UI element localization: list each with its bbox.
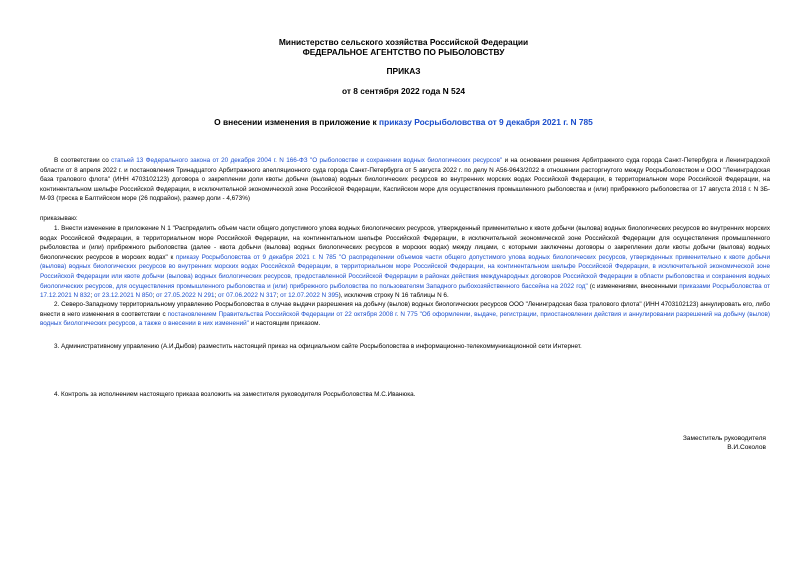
- item-1-text: (с изменениями, внесенными: [587, 282, 680, 290]
- preamble-law-link[interactable]: статьей 13 Федерального закона от 20 декабря 2004 г. N 166-ФЗ "О рыболовстве и сохранении водных биологических ресурсов": [111, 157, 503, 164]
- title-text: О внесении изменения в приложение к: [214, 117, 380, 127]
- item-2-paragraph: [40, 300, 770, 329]
- item-3-paragraph: 3. Административному управлению (А.И.Дыбов) разместить настоящий приказ на официальном сайте Росрыболовства в информационно-телекоммуникационной сети Интернет.: [54, 343, 582, 350]
- separator-text: ;: [152, 292, 157, 300]
- orders-label: приказываю:: [40, 215, 78, 222]
- agency-name: ФЕДЕРАЛЬНОЕ АГЕНТСТВО ПО РЫБОЛОВСТВУ: [302, 47, 505, 57]
- separator-text: ;: [90, 292, 94, 300]
- signature-position: Заместитель руководителя: [682, 435, 766, 442]
- separator-text: ;: [276, 292, 281, 300]
- amendment-link[interactable]: от 12.07.2022 N 395: [280, 292, 339, 300]
- item-2-text: 2. Северо-Западному территориальному управлению Росрыболовства в случае выдачи разрешения на добычу (вылов) водных биологических ресурсов ООО "Ленинградская база тралового флота" (ИНН 4703102123) аннулировать его, либо внести в него изменения в соответствии с: [40, 301, 770, 318]
- item-4-paragraph: 4. Контроль за исполнением настоящего приказа возложить на заместителя руководителя Росрыболовства М.С.Иванюка.: [54, 391, 416, 398]
- amendment-link[interactable]: от 27.05.2022 N 291: [156, 292, 215, 300]
- preamble-text: и на основании решения Арбитражного суда города Санкт-Петербурга и Ленинградской области от 8 апреля 2022 г. и постановления Тринадцатого Арбитражного апелляционного суда города Санкт-Петербурга от 5 августа 2022 г. по делу N А56-9643/2022 в отношении расторгнутого между Росрыболовством и ООО "Ленинградская база траловогo флота" (ИНН 4703102123) договора о закреплении доли квоты добычи (вылова) водных биологических ресурсов во внутренних морских водах Российской Федерации, в территориальном море Российской Федерации, на континентальном шельфе Российской Федерации, в исключительной экономической зоне Российской Федерации, Каспийском море для осуществления промышленного рыболовства и (или) прибрежного рыболовства от 17 августа 2018 г. N 3Б-М-93 (треска в Балтийском море (26 подрайон), размер доли - 4,673%): [40, 157, 770, 203]
- item-1-order-link[interactable]: приказу Росрыболовства от 9 декабря 2021 г. N 785 "О распределении объемов части общего допустимого улова водных биологических ресурсов, утвержденных применительно к квоте добычи (вылова) водных биологических ресурсов во внутренних морских водах Российской Федерации, в территориальном море Российской Федерации, на континентальном шельфе Российской Федерации, в исключительной экономической зоне Российской Федерации или квоте добычи (вылова) водных биологических ресурсов, предоставленной Российской Федерации в районах действия международных договоров Российской Федерации в области рыболовства и сохранения водных биологических ресурсов, для осуществления промышленного рыболовства и (или) прибрежного рыболовства по пользователям Западного рыбохозяйственного бассейна на 2022 год": [40, 253, 770, 290]
- title-order-link[interactable]: приказу Росрыболовства от 9 декабря 2021 г. N 785: [379, 117, 593, 127]
- item-1-paragraph: [40, 224, 770, 301]
- separator-text: ;: [214, 292, 219, 300]
- doc-type: ПРИКАЗ: [386, 66, 421, 76]
- ministry-name: Министерство сельского хозяйства Российской Федерации: [278, 37, 529, 47]
- doc-date-number: от 8 сентября 2022 года N 524: [341, 86, 466, 96]
- doc-title: [0, 117, 807, 127]
- item-2-text: и настоящим приказом.: [248, 320, 321, 328]
- amendment-link[interactable]: приказами Росрыболовства от 17.12.2021 N 832: [40, 282, 771, 300]
- preamble-paragraph: [40, 156, 770, 204]
- signature-name: В.И.Соколов: [727, 444, 766, 451]
- amendment-link[interactable]: от 23.12.2021 N 850: [93, 292, 153, 300]
- item-2-resolution-link[interactable]: постановлением Правительства Российской Федерации от 22 октября 2008 г. N 775 "Об оформлении, выдаче, регистрации, приостановлении действия и аннулировании разрешений на добычу (вылов) водных биологических ресурсов, а также о внесении в них изменений": [40, 310, 770, 328]
- amendment-link[interactable]: от 07.06.2022 N 317: [218, 292, 277, 300]
- item-1-text: ), исключив строку N 16 таблицы N 6.: [338, 292, 449, 300]
- preamble-text: В соответствии со: [54, 157, 112, 164]
- item-1-text: 1. Внести изменение в приложение N 1 "Распределить объем части общего допустимого улова водных биологических ресурсов, утвержденный применительно к квоте добычи (вылова) водных биологических ресурсов во внутренних морских водах Российской Федерации, в территориальном море Российской Федерации, на континентальном шельфе Российской Федерации, в исключительной экономической зоне Российской Федерации для осуществления промышленного рыболовства и (или) прибрежного рыболовства (далее - квота добычи (вылова) водных биологических ресурсов в морских водах) между лицами, с которыми заключены договоры о закреплении доли квоты добычи (вылова) водных биологических ресурсов в морских водах" к: [40, 225, 770, 261]
